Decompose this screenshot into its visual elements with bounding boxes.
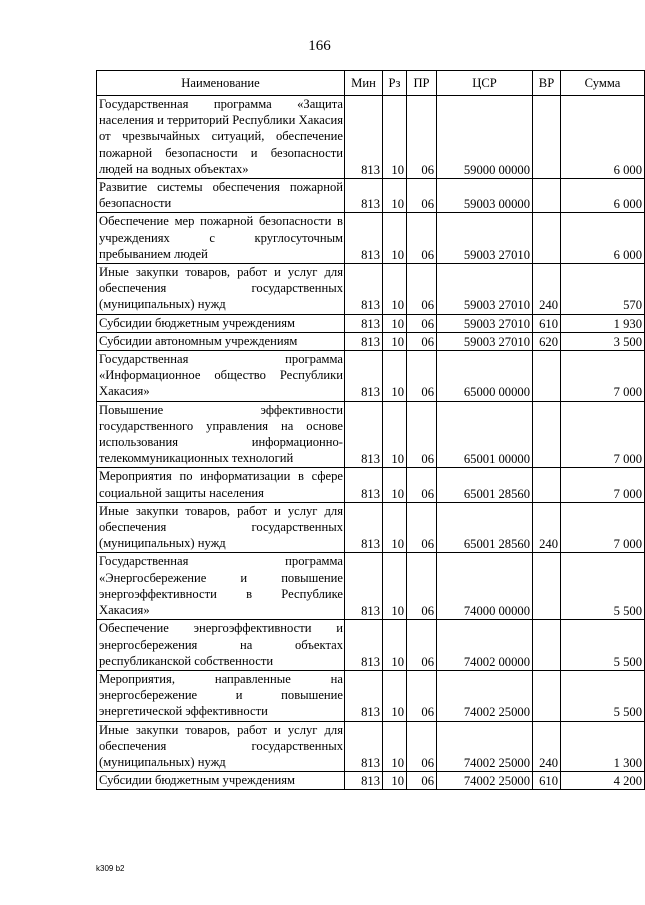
row-csr: 74002 00000 [437, 620, 533, 671]
table-row [97, 96, 645, 179]
row-rz: 10 [383, 502, 407, 553]
row-vr [533, 553, 561, 620]
row-sum: 1 930 [561, 314, 645, 332]
row-sum: 5 500 [561, 553, 645, 620]
row-vr: 620 [533, 332, 561, 350]
table-row [97, 670, 645, 721]
table-row [97, 620, 645, 671]
row-vr [533, 179, 561, 213]
row-min: 813 [345, 332, 383, 350]
row-rz: 10 [383, 468, 407, 502]
row-name: Обеспечение энергоэффективности и энергосбережения на объектах республиканской собственности [97, 620, 345, 671]
row-sum: 4 200 [561, 772, 645, 790]
table-row [97, 213, 645, 264]
footer-code: k309 b2 [96, 864, 125, 873]
row-sum: 6 000 [561, 213, 645, 264]
row-pr: 06 [407, 96, 437, 179]
row-sum: 6 000 [561, 179, 645, 213]
row-pr: 06 [407, 213, 437, 264]
row-pr: 06 [407, 264, 437, 315]
header-vr: ВР [533, 71, 561, 96]
row-min: 813 [345, 502, 383, 553]
row-sum: 7 000 [561, 468, 645, 502]
row-pr: 06 [407, 670, 437, 721]
row-sum: 570 [561, 264, 645, 315]
row-name: Мероприятия, направленные на энергосбережение и повышение энергетической эффективности [97, 670, 345, 721]
row-vr [533, 213, 561, 264]
row-rz: 10 [383, 96, 407, 179]
row-csr: 65001 28560 [437, 502, 533, 553]
table-row [97, 468, 645, 502]
row-min: 813 [345, 96, 383, 179]
row-vr [533, 620, 561, 671]
row-rz: 10 [383, 553, 407, 620]
row-pr: 06 [407, 314, 437, 332]
table-row [97, 401, 645, 468]
row-min: 813 [345, 721, 383, 772]
table-header-row [97, 71, 645, 96]
row-sum: 7 000 [561, 401, 645, 468]
row-min: 813 [345, 264, 383, 315]
row-sum: 7 000 [561, 502, 645, 553]
row-csr: 59003 27010 [437, 314, 533, 332]
header-name: Наименование [97, 71, 345, 96]
table-row [97, 264, 645, 315]
header-csr: ЦСР [437, 71, 533, 96]
row-name: Иные закупки товаров, работ и услуг для обеспечения государственных (муниципальных) нужд [97, 721, 345, 772]
row-sum: 7 000 [561, 351, 645, 402]
row-name: Иные закупки товаров, работ и услуг для обеспечения государственных (муниципальных) нужд [97, 264, 345, 315]
row-pr: 06 [407, 721, 437, 772]
row-csr: 74002 25000 [437, 721, 533, 772]
table-row [97, 179, 645, 213]
row-rz: 10 [383, 213, 407, 264]
row-min: 813 [345, 468, 383, 502]
header-rz: Рз [383, 71, 407, 96]
row-vr: 240 [533, 502, 561, 553]
row-name: Повышение эффективности государственного управления на основе использования информационно-телекоммуникационных технологий [97, 401, 345, 468]
row-sum: 5 500 [561, 620, 645, 671]
row-name: Государственная программа «Защита населения и территорий Республики Хакасия от чрезвычайных ситуаций, обеспечение пожарной безопасности и безопасности людей на водных объектах» [97, 96, 345, 179]
row-name: Развитие системы обеспечения пожарной безопасности [97, 179, 345, 213]
row-pr: 06 [407, 772, 437, 790]
row-vr [533, 468, 561, 502]
row-name: Государственная программа «Информационное общество Республики Хакасия» [97, 351, 345, 402]
page-number: 166 [308, 38, 331, 54]
row-name: Обеспечение мер пожарной безопасности в учреждениях с круглосуточным пребыванием людей [97, 213, 345, 264]
row-rz: 10 [383, 179, 407, 213]
table-row [97, 502, 645, 553]
row-min: 813 [345, 772, 383, 790]
row-sum: 3 500 [561, 332, 645, 350]
row-csr: 59003 27010 [437, 213, 533, 264]
row-csr: 59003 00000 [437, 179, 533, 213]
row-pr: 06 [407, 468, 437, 502]
row-min: 813 [345, 620, 383, 671]
header-pr: ПР [407, 71, 437, 96]
row-pr: 06 [407, 351, 437, 402]
row-csr: 74002 25000 [437, 670, 533, 721]
table-row [97, 332, 645, 350]
row-vr: 610 [533, 314, 561, 332]
row-min: 813 [345, 351, 383, 402]
row-pr: 06 [407, 332, 437, 350]
row-name: Государственная программа «Энергосбережение и повышение энергоэффективности в Республике Хакасия» [97, 553, 345, 620]
row-min: 813 [345, 401, 383, 468]
row-rz: 10 [383, 314, 407, 332]
row-csr: 59003 27010 [437, 264, 533, 315]
row-min: 813 [345, 314, 383, 332]
row-rz: 10 [383, 620, 407, 671]
row-csr: 74000 00000 [437, 553, 533, 620]
row-csr: 59000 00000 [437, 96, 533, 179]
row-vr [533, 351, 561, 402]
row-sum: 1 300 [561, 721, 645, 772]
row-min: 813 [345, 179, 383, 213]
row-pr: 06 [407, 553, 437, 620]
row-name: Мероприятия по информатизации в сфере социальной защиты населения [97, 468, 345, 502]
row-vr: 240 [533, 264, 561, 315]
row-vr [533, 670, 561, 721]
row-min: 813 [345, 213, 383, 264]
row-rz: 10 [383, 351, 407, 402]
row-pr: 06 [407, 620, 437, 671]
row-csr: 59003 27010 [437, 332, 533, 350]
row-vr: 610 [533, 772, 561, 790]
header-sum: Сумма [561, 71, 645, 96]
table-row [97, 772, 645, 790]
row-vr: 240 [533, 721, 561, 772]
row-csr: 65001 28560 [437, 468, 533, 502]
row-rz: 10 [383, 772, 407, 790]
row-csr: 65000 00000 [437, 351, 533, 402]
row-rz: 10 [383, 670, 407, 721]
table-row [97, 314, 645, 332]
row-name: Субсидии автономным учреждениям [97, 332, 345, 350]
table-row [97, 351, 645, 402]
header-min: Мин [345, 71, 383, 96]
budget-table [96, 70, 645, 790]
row-vr [533, 401, 561, 468]
row-csr: 74002 25000 [437, 772, 533, 790]
row-sum: 6 000 [561, 96, 645, 179]
row-pr: 06 [407, 179, 437, 213]
row-rz: 10 [383, 721, 407, 772]
row-pr: 06 [407, 502, 437, 553]
table-row [97, 553, 645, 620]
row-name: Субсидии бюджетным учреждениям [97, 314, 345, 332]
row-vr [533, 96, 561, 179]
table-row [97, 721, 645, 772]
row-pr: 06 [407, 401, 437, 468]
row-rz: 10 [383, 332, 407, 350]
row-name: Субсидии бюджетным учреждениям [97, 772, 345, 790]
row-rz: 10 [383, 264, 407, 315]
row-csr: 65001 00000 [437, 401, 533, 468]
row-name: Иные закупки товаров, работ и услуг для обеспечения государственных (муниципальных) нужд [97, 502, 345, 553]
row-min: 813 [345, 553, 383, 620]
row-sum: 5 500 [561, 670, 645, 721]
row-min: 813 [345, 670, 383, 721]
row-rz: 10 [383, 401, 407, 468]
